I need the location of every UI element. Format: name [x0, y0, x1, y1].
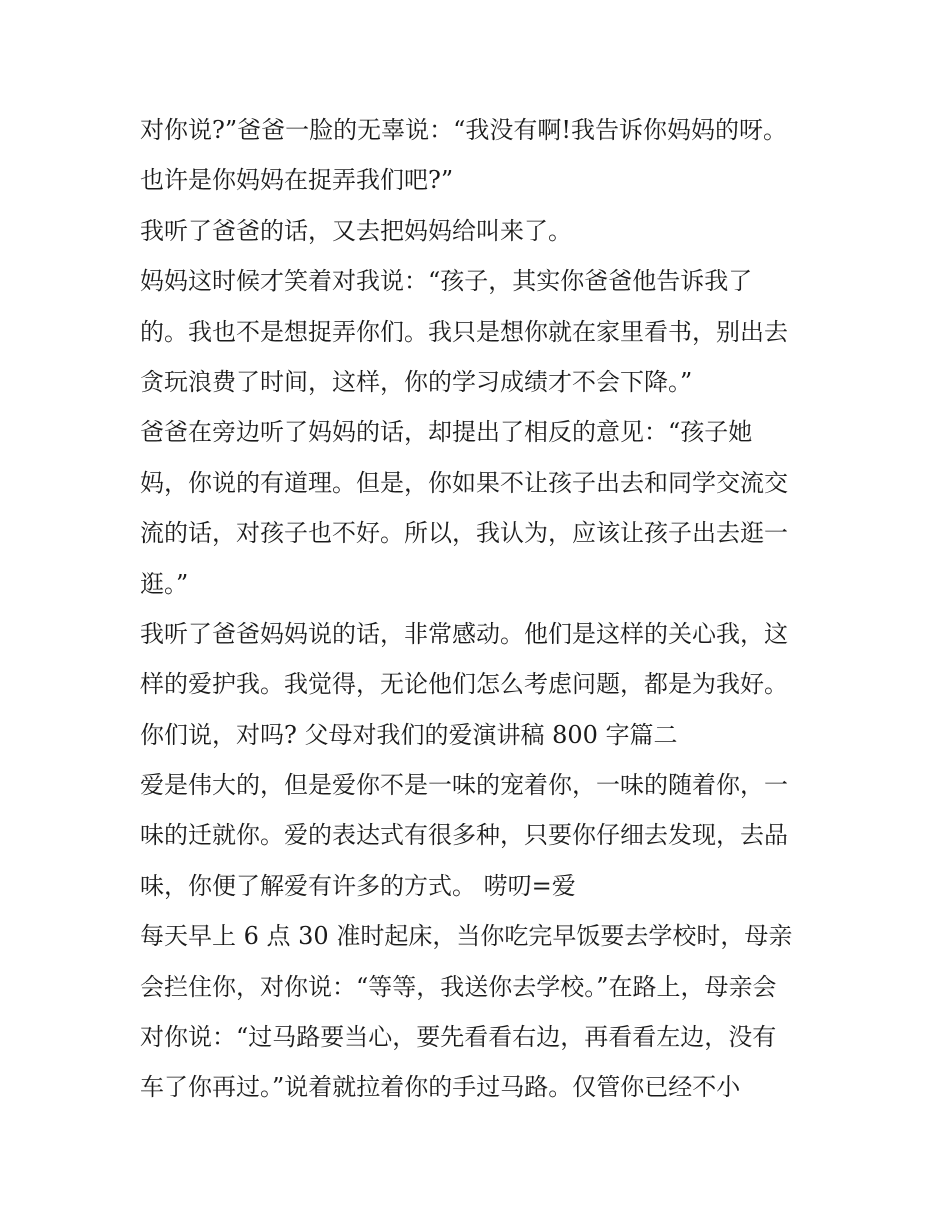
section-heading-line: 你们说，对吗? 父母对我们的爱演讲稿 800 字篇二	[140, 720, 678, 749]
text-line: 流的话，对孩子也不好。所以，我认为，应该让孩子出去逛一	[140, 519, 788, 548]
text-line: 车了你再过。”说着就拉着你的手过马路。仅管你已经不小	[140, 1073, 741, 1102]
text-line: 爱是伟大的，但是爱你不是一味的宠着你，一味的随着你，一	[140, 771, 788, 800]
text-line: 味，你便了解爱有许多的方式。 唠叨=爱	[140, 871, 576, 900]
text-line: 每天早上 6 点 30 准时起床，当你吃完早饭要去学校时，母亲	[140, 922, 793, 951]
text-line: 贪玩浪费了时间，这样，你的学习成绩才不会下降。”	[140, 367, 693, 396]
text-line: 会拦住你，对你说：“等等，我送你去学校。”在路上，母亲会	[140, 972, 777, 1001]
text-line: 味的迁就你。爱的表达式有很多种，只要你仔细去发现，去品	[140, 821, 788, 850]
text-line: 对你说：“过马路要当心，要先看看右边，再看看左边，没有	[140, 1023, 777, 1052]
text-line: 妈，你说的有道理。但是，你如果不让孩子出去和同学交流交	[140, 468, 788, 497]
text-line: 爸爸在旁边听了妈妈的话，却提出了相反的意见：“孩子她	[140, 418, 753, 447]
text-line: 也许是你妈妈在捉弄我们吧?”	[140, 166, 454, 195]
body-text	[140, 110, 830, 1118]
text-line: 我听了爸爸妈妈说的话，非常感动。他们是这样的关心我，这	[140, 619, 788, 648]
text-line: 逛。”	[140, 569, 189, 598]
text-line: 我听了爸爸的话，又去把妈妈给叫来了。	[140, 216, 572, 245]
text-line: 对你说?”爸爸一脸的无辜说：“我没有啊!我告诉你妈妈的呀。	[140, 116, 788, 144]
text-line: 的。我也不是想捉弄你们。我只是想你就在家里看书，别出去	[140, 317, 788, 346]
text-line: 妈妈这时候才笑着对我说：“孩子，其实你爸爸他告诉我了	[140, 267, 753, 296]
text-line: 样的爱护我。我觉得，无论他们怎么考虑问题，都是为我好。	[140, 670, 788, 699]
